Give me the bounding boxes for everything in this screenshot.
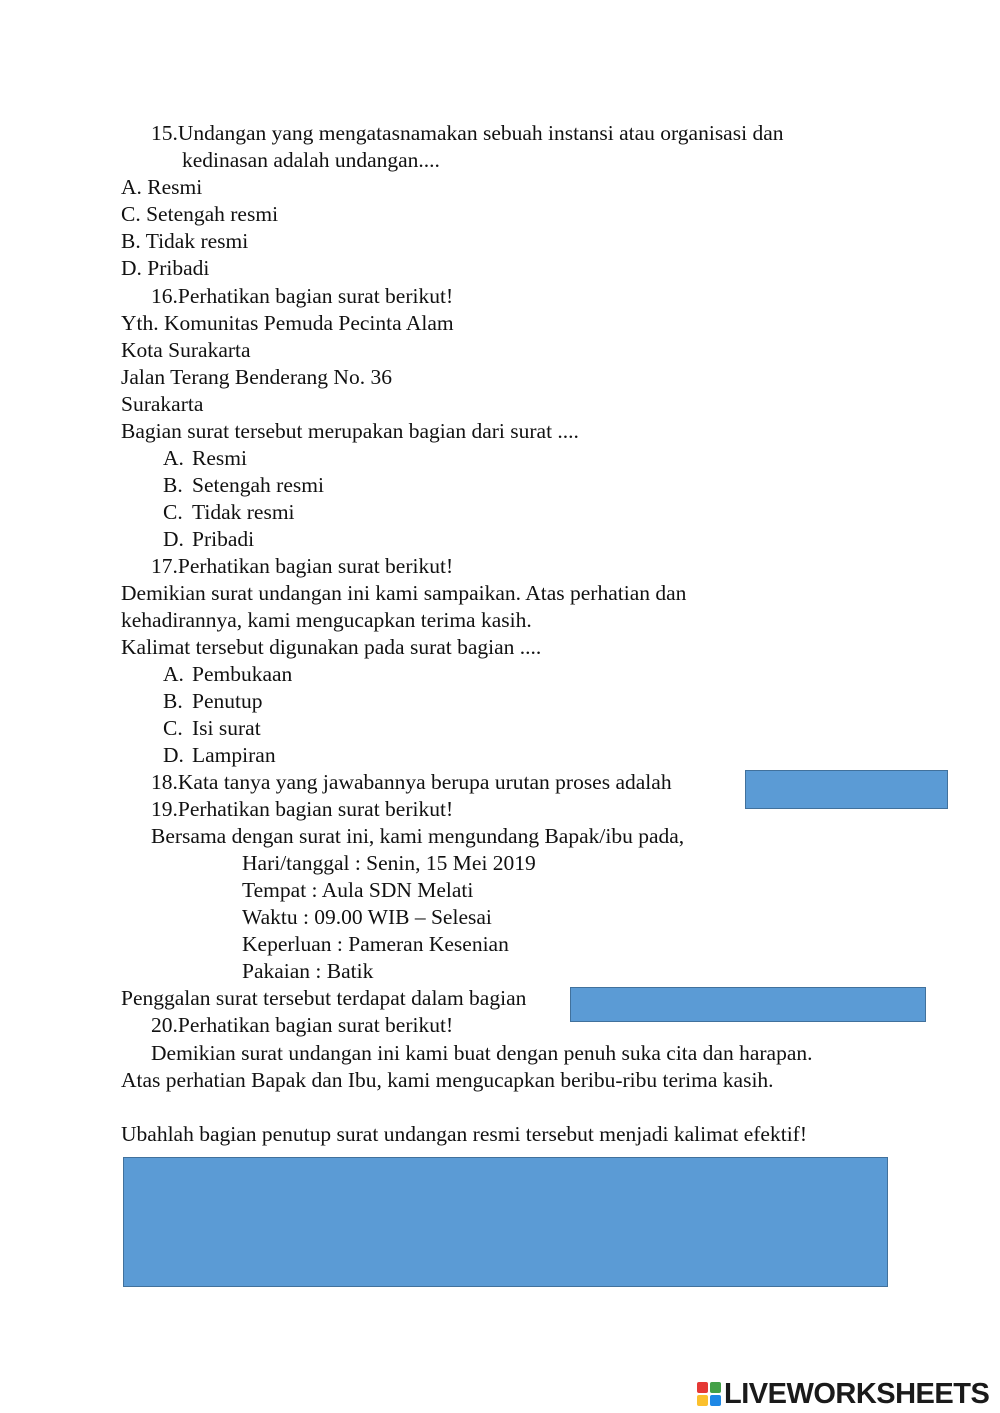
q16-prompt [151, 283, 453, 310]
q19-detail-line: Keperluan : Pameran Kesenian [242, 932, 509, 956]
q19-answer-input[interactable] [570, 987, 926, 1022]
q16-option-d [163, 526, 254, 553]
q17-prompt-text: Perhatikan bagian surat berikut! [177, 554, 454, 578]
logo-square [697, 1382, 708, 1393]
q17-question: Kalimat tersebut digunakan pada surat bagian .... [121, 635, 542, 659]
q16-option-c [163, 499, 295, 526]
q18-text: Kata tanya yang jawabannya berupa urutan proses adalah [177, 770, 672, 794]
q20-instruction: Ubahlah bagian penutup surat undangan resmi tersebut menjadi kalimat efektif! [121, 1122, 807, 1146]
q16-excerpt-line: Yth. Komunitas Pemuda Pecinta Alam [121, 311, 454, 335]
q20-excerpt-line: Atas perhatian Bapak dan Ibu, kami mengucapkan beribu-ribu terima kasih. [121, 1068, 774, 1092]
option-text: Penutup [192, 689, 263, 713]
q16-option-a [163, 445, 247, 472]
option-text: Resmi [192, 446, 247, 470]
q15-option-2: C. Setengah resmi [121, 202, 279, 226]
option-letter: D. [163, 527, 184, 551]
option-text: Isi surat [192, 716, 261, 740]
option-letter: C. [163, 716, 183, 740]
option-letter: A. [163, 446, 184, 470]
q15-option-4: D. Pribadi [121, 256, 210, 280]
q19-detail-line: Tempat : Aula SDN Melati [242, 878, 474, 902]
option-text: Pribadi [192, 527, 255, 551]
q17-number: 17. [151, 554, 178, 578]
q20-prompt-text: Perhatikan bagian surat berikut! [177, 1013, 454, 1037]
option-letter: B. [163, 473, 183, 497]
q20-number: 20. [151, 1013, 178, 1037]
q19-question: Penggalan surat tersebut terdapat dalam bagian [121, 986, 527, 1010]
q15-line2: kedinasan adalah undangan.... [182, 148, 440, 172]
q19-detail-line: Hari/tanggal : Senin, 15 Mei 2019 [242, 851, 536, 875]
option-text: Lampiran [192, 743, 276, 767]
q19-intro: Bersama dengan surat ini, kami mengundang Bapak/ibu pada, [151, 824, 685, 848]
q16-question: Bagian surat tersebut merupakan bagian dari surat .... [121, 419, 579, 443]
q20-answer-textarea[interactable] [123, 1157, 888, 1287]
q19-prompt-text: Perhatikan bagian surat berikut! [177, 797, 454, 821]
option-letter: A. [163, 662, 184, 686]
q19-prompt [151, 796, 453, 823]
logo-square [710, 1382, 721, 1393]
q17-option-a [163, 661, 292, 688]
q15-number: 15. [151, 121, 178, 145]
q19-detail-line: Pakaian : Batik [242, 959, 374, 983]
q15-option-1: A. Resmi [121, 175, 203, 199]
q15-text: Undangan yang mengatasnamakan sebuah instansi atau organisasi dan [177, 121, 784, 145]
q18-number: 18. [151, 770, 178, 794]
logo-square [710, 1395, 721, 1406]
q15-line1 [151, 120, 784, 147]
q16-excerpt-line: Surakarta [121, 392, 204, 416]
q17-option-c [163, 715, 261, 742]
q20-excerpt-line: Demikian surat undangan ini kami buat dengan penuh suka cita dan harapan. [151, 1041, 813, 1065]
q17-option-d [163, 742, 276, 769]
option-letter: C. [163, 500, 183, 524]
liveworksheets-logo [697, 1376, 989, 1412]
option-text: Tidak resmi [192, 500, 295, 524]
q18-text-line [151, 769, 672, 796]
q16-option-b [163, 472, 324, 499]
option-letter: B. [163, 689, 183, 713]
option-letter: D. [163, 743, 184, 767]
q19-number: 19. [151, 797, 178, 821]
liveworksheets-wordmark: LIVEWORKSHEETS [724, 1377, 990, 1410]
q16-excerpt-line: Kota Surakarta [121, 338, 251, 362]
option-text: Setengah resmi [192, 473, 324, 497]
q20-prompt [151, 1012, 453, 1039]
q16-prompt-text: Perhatikan bagian surat berikut! [177, 284, 454, 308]
q17-prompt [151, 553, 453, 580]
liveworksheets-logo-icon [697, 1382, 721, 1406]
q19-detail-line: Waktu : 09.00 WIB – Selesai [242, 905, 492, 929]
option-text: Pembukaan [192, 662, 293, 686]
q16-number: 16. [151, 284, 178, 308]
q17-option-b [163, 688, 262, 715]
logo-square [697, 1395, 708, 1406]
q18-answer-input[interactable] [745, 770, 948, 809]
q17-excerpt-line: Demikian surat undangan ini kami sampaikan. Atas perhatian dan [121, 581, 687, 605]
q15-option-3: B. Tidak resmi [121, 229, 249, 253]
q17-excerpt-line: kehadirannya, kami mengucapkan terima kasih. [121, 608, 532, 632]
q16-excerpt-line: Jalan Terang Benderang No. 36 [121, 365, 392, 389]
